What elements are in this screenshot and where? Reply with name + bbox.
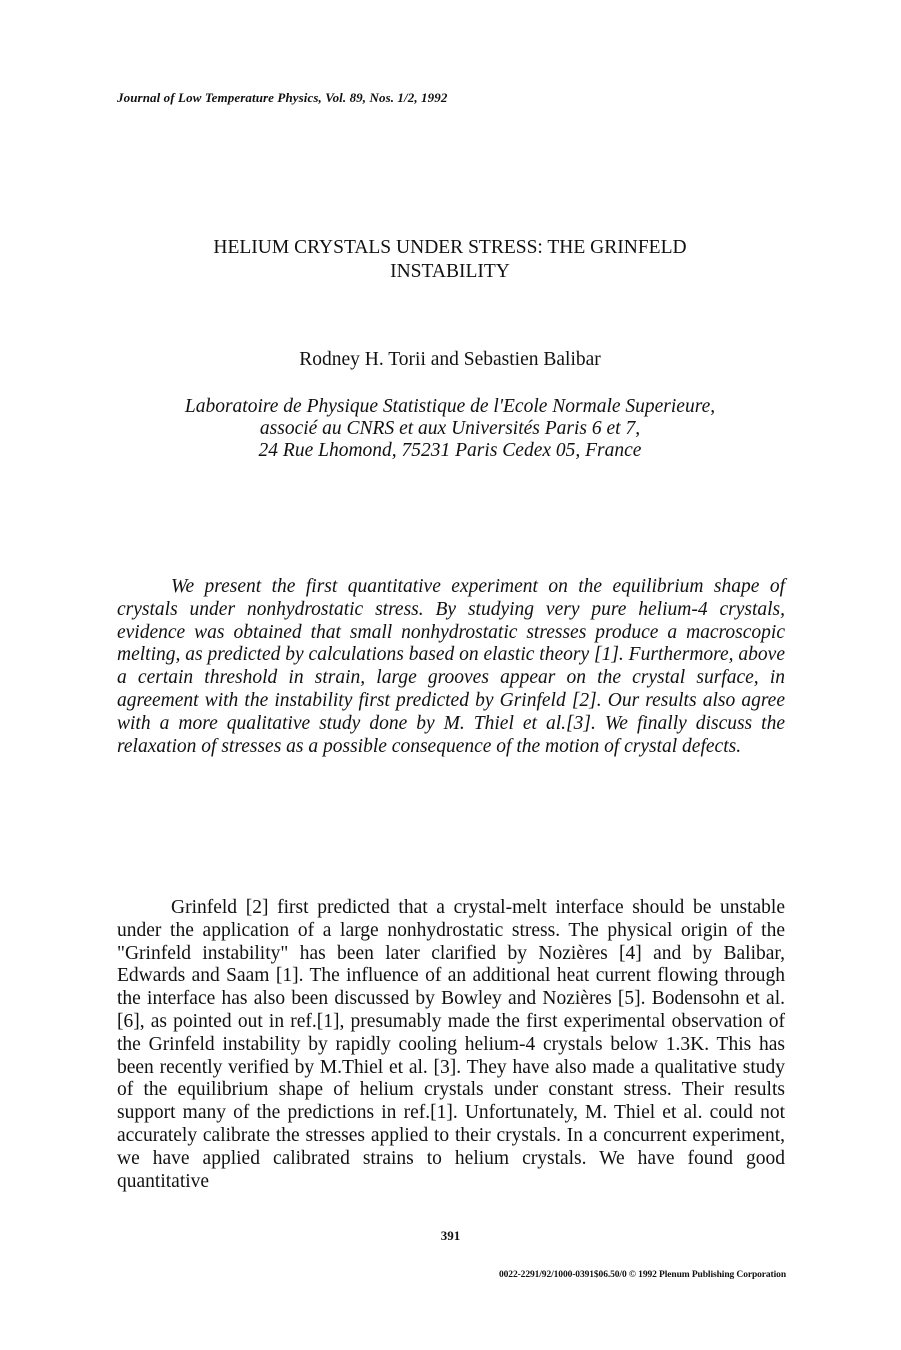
affiliation	[110, 396, 790, 462]
title-line-2: INSTABILITY	[390, 261, 510, 282]
copyright-line: 0022-2291/92/1000-0391$06.50/0 © 1992 Plenum Publishing Corporation	[499, 1270, 786, 1280]
affiliation-line-3: 24 Rue Lhomond, 75231 Paris Cedex 05, France	[258, 440, 642, 461]
page-number: 391	[440, 1228, 461, 1243]
abstract	[117, 576, 785, 758]
affiliation-line-1: Laboratoire de Physique Statistique de l'Ecole Normale Superieure,	[184, 396, 716, 417]
paper-title	[110, 236, 790, 284]
body-paragraph	[117, 897, 785, 1193]
journal-citation: Journal of Low Temperature Physics, Vol. 89, Nos. 1/2, 1992	[117, 90, 448, 105]
title-line-1: HELIUM CRYSTALS UNDER STRESS: THE GRINFELD	[213, 237, 687, 258]
affiliation-line-2: associé au CNRS et aux Universités Paris 6 et 7,	[259, 418, 641, 439]
authors: Rodney H. Torii and Sebastien Balibar	[299, 349, 601, 370]
body-paragraph-text: Grinfeld [2] first predicted that a crystal-melt interface should be unstable under the application of a large nonhydrostatic stress. The physical origin of the "Grinfeld instability" has been later clarified by Nozières [4] and by Balibar, Edwards and Saam [1]. The influence of an additional heat current flowing through the interface has also been discussed by Bowley and Nozières [5]. Bodensohn et al. [6], as pointed out in ref.[1], presumably made the first experimental observation of the Grinfeld instability by rapidly cooling helium-4 crystals below 1.3K. This has been recently verified by M.Thiel et al. [3]. They have also made a qualitative study of the equilibrium shape of helium crystals under constant stress. Their results support many of the predictions in ref.[1]. Unfortunately, M. Thiel et al. could not accurately calibrate the stresses applied to their crystals. In a concurrent experiment, we have applied calibrated strains to helium crystals. We have found good quantitative	[117, 897, 785, 1192]
abstract-text: We present the first quantitative experiment on the equilibrium shape of crystals under nonhydrostatic stress. By studying very pure helium-4 crystals, evidence was obtained that small nonhydrostatic stresses produce a macroscopic melting, as predicted by calculations based on elastic theory [1]. Furthermore, above a certain threshold in strain, large grooves appear on the crystal surface, in agreement with the instability first predicted by Grinfeld [2]. Our results also agree with a more qualitative study done by M. Thiel et al.[3]. We finally discuss the relaxation of stresses as a possible consequence of the motion of crystal defects.	[117, 576, 785, 757]
